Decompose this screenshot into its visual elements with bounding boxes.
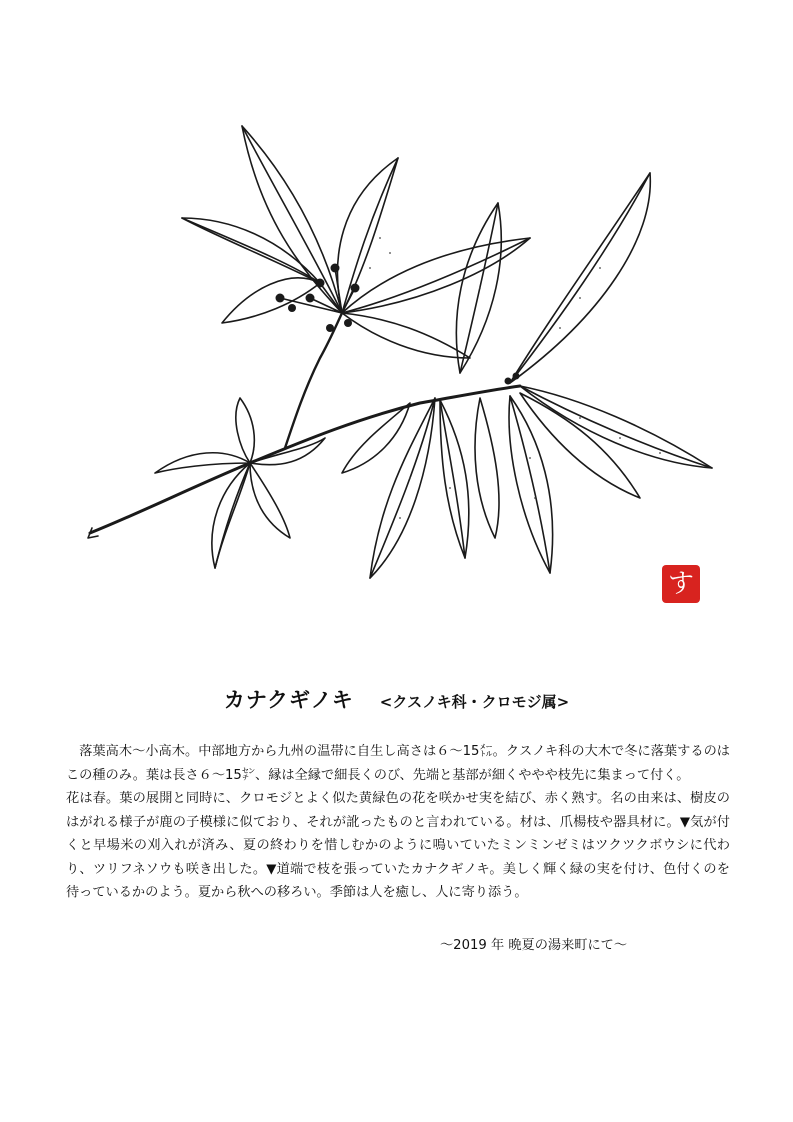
description-text (66, 740, 730, 905)
page-title: カナクギノキ (223, 688, 354, 712)
paragraph-2: 花は春。葉の展開と同時に、クロモジとよく似た黄緑色の花を咲かせ実を結び、赤く熟す。名の由来は、樹皮のはがれる様子が鹿の子模様に似ており、それが訛ったものと言われている。材は、爪楊枝や器具材に。▼気が付くと早場米の刈入れが済み、夏の終わりを惜しむかのように鳴いていたミンミンゼミはツクツクボウシに代わり、ツリフネソウも咲き出した。▼道端で枝を張っていたカナクギノキ。美しく輝く緑の実を付け、色付くのを待っているかのよう。夏から秋への移ろい。季節は人を癒し、人に寄り添う。 (66, 791, 730, 900)
artist-seal-stamp (662, 565, 700, 603)
signoff-line: 〜2019 年 晩夏の湯来町にて〜 (440, 938, 628, 953)
branch-drawing-icon (80, 118, 720, 618)
paragraph-1: 落葉高木〜小高木。中部地方から九州の温帯に自生し高さは６〜15㍍。クスノキ科の大木で冬に落葉するのはこの種のみ。葉は長さ６〜15㌢、縁は全縁で細長くのび、先端と基部が細くややや枝先に集まって付く。 (66, 744, 730, 783)
taxonomy-label: <クスノキ科・クロモジ属> (379, 693, 570, 711)
botanical-illustration (80, 118, 720, 618)
heading (0, 684, 793, 714)
seal-character: す (667, 569, 694, 599)
